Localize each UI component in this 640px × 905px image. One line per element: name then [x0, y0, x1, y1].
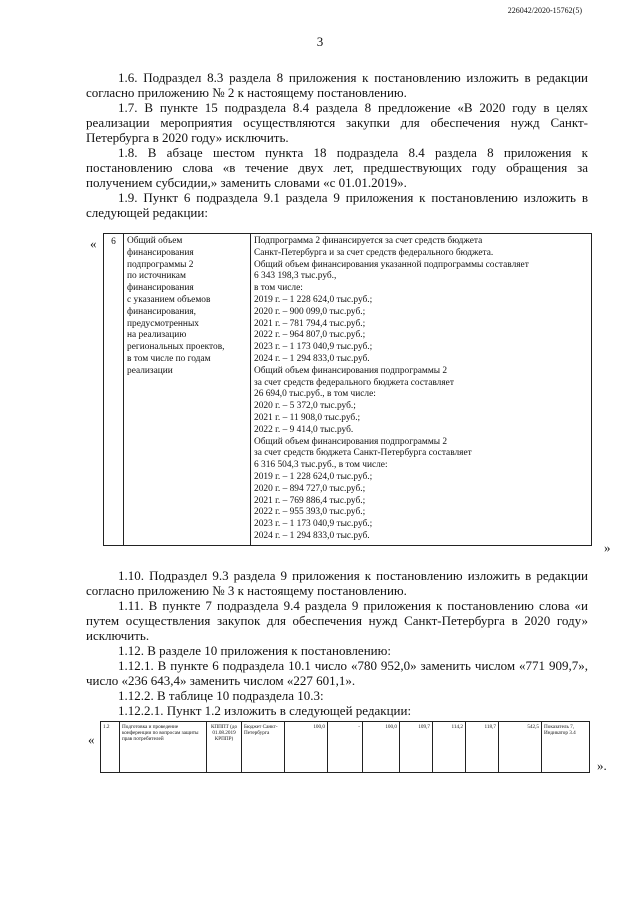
label-line: финансирования [127, 283, 194, 294]
text-line: 2019 г. – 1 228 624,0 тыс.руб.; [254, 471, 373, 482]
open-quote-2: « [88, 732, 95, 747]
paragraph-1-9: 1.9. Пункт 6 подраздела 9.1 раздела 9 приложения к постановлению изложить в следующей редакции: [86, 190, 588, 220]
text-line: 2023 г. – 1 173 040,9 тыс.руб.; [254, 342, 373, 353]
label-line: с указанием объемов [127, 294, 211, 305]
text-line: 2021 г. – 11 908,0 тыс.руб.; [254, 412, 361, 423]
text-line: 2019 г. – 1 228 624,0 тыс.руб.; [254, 294, 373, 305]
label-line: региональных проектов, [127, 342, 225, 353]
text-line: Подпрограмма 2 финансируется за счет средств бюджета [254, 236, 483, 246]
open-quote: « [90, 236, 97, 251]
label-line: по источникам [127, 271, 186, 282]
table-row [104, 234, 592, 546]
paragraph-1-12-1: 1.12.1. В пункте 6 подраздела 10.1 число «780 952,0» заменить числом «771 909,7», число «236 643,4» заменить числом «227 601,1». [86, 658, 588, 688]
text-line: 2021 г. – 781 794,4 тыс.руб.; [254, 318, 366, 329]
text-line: 2023 г. – 1 173 040,9 тыс.руб.; [254, 519, 373, 530]
text-line: Общий объем финансирования указанной подпрограммы составляет [254, 259, 529, 270]
cell-total: 542,5 [499, 722, 542, 773]
cell-value: 100,0 [363, 722, 400, 773]
label-line: Общий объем [127, 236, 183, 246]
text-line: за счет средств федерального бюджета составляет [254, 377, 454, 388]
cell-value: - [328, 722, 363, 773]
cell-indicator: Показатель 7, Индикатор 3.4 [542, 722, 590, 773]
text-line: Санкт-Петербурга и за счет средств федерального бюджета. [254, 247, 494, 258]
paragraph-1-12-2-1: 1.12.2.1. Пункт 1.2 изложить в следующей редакции: [118, 703, 412, 718]
cell-executor: КПППТ (до 01.08.2019 КРППР) [207, 722, 242, 773]
paragraph-1-12: 1.12. В разделе 10 приложения к постановлению: [118, 643, 391, 658]
text-line: 6 343 198,3 тыс.руб., [254, 271, 337, 282]
paragraph-1-8: 1.8. В абзаце шестом пункта 18 подраздела 8.4 раздела 8 приложения к постановлению слова «в течение двух лет, предшествующих году обращения за получением субсидии,» заменить словами «с 01.01.2019». [86, 145, 588, 190]
label-line: в том числе по годам [127, 353, 211, 364]
text-line: в том числе: [254, 283, 303, 294]
text-line: 2021 г. – 769 886,4 тыс.руб.; [254, 495, 366, 506]
table-10-row [100, 721, 590, 773]
cell-item-number: 1.2 [101, 722, 120, 773]
cell-source: Бюджет Санкт-Петербурга [242, 722, 285, 773]
cell-activity: Подготовка и проведение конференции по вопросам защиты прав потребителей [120, 722, 207, 773]
label-line: реализации [127, 365, 173, 376]
text-line: 6 316 504,3 тыс.руб., в том числе: [254, 460, 388, 471]
text-line: 2020 г. – 5 372,0 тыс.руб.; [254, 401, 356, 412]
cell-value: 114,2 [433, 722, 466, 773]
subprogram-funding-table [103, 233, 592, 546]
cell-value: 118,7 [466, 722, 499, 773]
text-line: 2024 г. – 1 294 833,0 тыс.руб. [254, 530, 370, 541]
text-line: Общий объем финансирования подпрограммы 2 [254, 436, 448, 447]
item-number-cell: 6 [104, 234, 124, 546]
page-number: 3 [316, 34, 324, 49]
document-number: 226042/2020-15762(5) [507, 6, 582, 15]
text-line: 2022 г. – 955 393,0 тыс.руб.; [254, 507, 366, 518]
text-line: за счет средств бюджета Санкт-Петербурга составляет [254, 448, 472, 459]
cell-value: 100,0 [285, 722, 328, 773]
text-line: 2024 г. – 1 294 833,0 тыс.руб. [254, 353, 370, 364]
text-line: 2022 г. – 964 807,0 тыс.руб.; [254, 330, 366, 341]
text-line: 26 694,0 тыс.руб., в том числе: [254, 389, 376, 400]
paragraph-1-6: 1.6. Подраздел 8.3 раздела 8 приложения к постановлению изложить в редакции согласно приложению № 2 к настоящему постановлению. [86, 70, 588, 100]
item-text-cell [251, 234, 592, 546]
label-line: финансирования, [127, 306, 196, 317]
item-label-cell [124, 234, 251, 546]
table-row [101, 722, 590, 773]
cell-value: 109,7 [400, 722, 433, 773]
paragraph-1-7: 1.7. В пункте 15 подраздела 8.4 раздела 8 предложение «В 2020 году в целях реализации мероприятия осуществляются закупки для обеспечения нужд Санкт-Петербурга в 2020 году» исключить. [86, 100, 588, 145]
text-line: 2020 г. – 900 099,0 тыс.руб.; [254, 306, 366, 317]
text-line: 2022 г. – 9 414,0 тыс.руб. [254, 424, 354, 435]
close-quote: » [604, 540, 611, 555]
paragraph-1-12-2: 1.12.2. В таблице 10 подраздела 10.3: [118, 688, 324, 703]
paragraph-1-11: 1.11. В пункте 7 подраздела 9.4 раздела 9 приложения к постановлению слова «и путем осуществления закупок для обеспечения нужд Санкт-Петербурга в 2020 году» исключить. [86, 598, 588, 643]
label-line: финансирования [127, 247, 194, 258]
close-quote-2: ». [597, 758, 607, 773]
text-line: Общий объем финансирования подпрограммы 2 [254, 365, 448, 376]
text-line: 2020 г. – 894 727,0 тыс.руб.; [254, 483, 366, 494]
paragraph-1-10: 1.10. Подраздел 9.3 раздела 9 приложения к постановлению изложить в редакции согласно приложению № 3 к настоящему постановлению. [86, 568, 588, 598]
label-line: на реализацию [127, 330, 187, 341]
label-line: подпрограммы 2 [127, 259, 194, 270]
label-line: предусмотренных [127, 318, 199, 329]
